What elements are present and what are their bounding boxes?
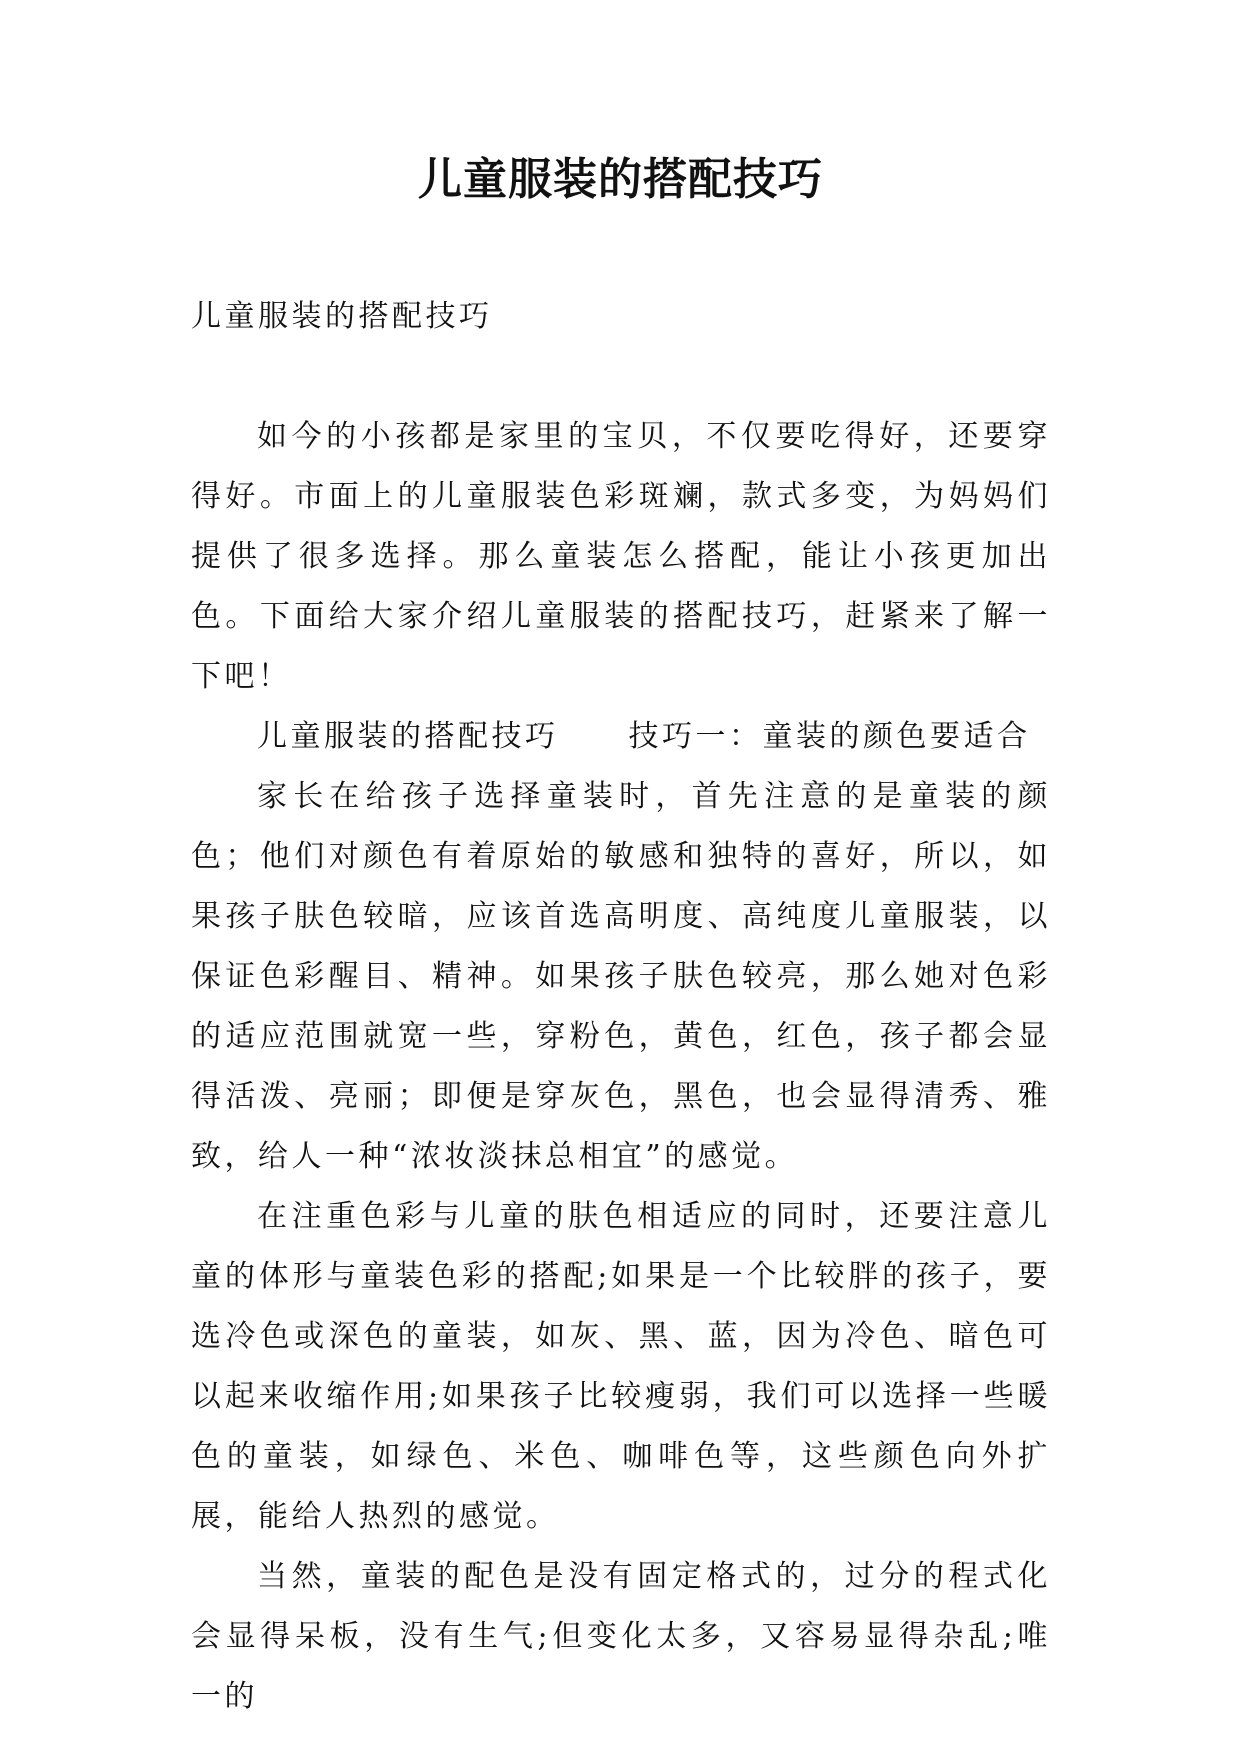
document-body bbox=[191, 287, 1051, 1727]
document-title: 儿童服装的搭配技巧 bbox=[418, 154, 823, 205]
paragraph-body-shape: 在注重色彩与儿童的肤色相适应的同时，还要注意儿童的体形与童装色彩的搭配;如果是一个比较胖的孩子，要选冷色或深色的童装，如灰、黑、蓝，因为冷色、暗色可以起来收缩作用;如果孩子比较瘦弱，我们可以选择一些暖色的童装，如绿色、米色、咖啡色等，这些颜色向外扩展，能给人热烈的感觉。 bbox=[191, 1199, 1051, 1534]
paragraph-color-matching: 当然，童装的配色是没有固定格式的，过分的程式化会显得呆板，没有生气;但变化太多，又容易显得杂乱;唯一的 bbox=[191, 1559, 1051, 1714]
intro-paragraph: 如今的小孩都是家里的宝贝，不仅要吃得好，还要穿得好。市面上的儿童服装色彩斑斓，款式多变，为妈妈们提供了很多选择。那么童装怎么搭配，能让小孩更加出色。下面给大家介绍儿童服装的搭配技巧，赶紧来了解一下吧！ bbox=[191, 419, 1051, 694]
document-subtitle: 儿童服装的搭配技巧 bbox=[191, 299, 493, 334]
section-heading-line bbox=[191, 707, 1051, 767]
section-heading: 儿童服装的搭配技巧 bbox=[257, 719, 559, 754]
tip-one-heading: 技巧一：童装的颜色要适合 bbox=[628, 719, 1031, 754]
paragraph-skin-tone: 家长在给孩子选择童装时，首先注意的是童装的颜色；他们对颜色有着原始的敏感和独特的喜好，所以，如果孩子肤色较暗，应该首选高明度、高纯度儿童服装，以保证色彩醒目、精神。如果孩子肤色较亮，那么她对色彩的适应范围就宽一些，穿粉色，黄色，红色，孩子都会显得活泼、亮丽；即便是穿灰色，黑色，也会显得清秀、雅致，给人一种“浓妆淡抹总相宜”的感觉。 bbox=[191, 779, 1051, 1174]
